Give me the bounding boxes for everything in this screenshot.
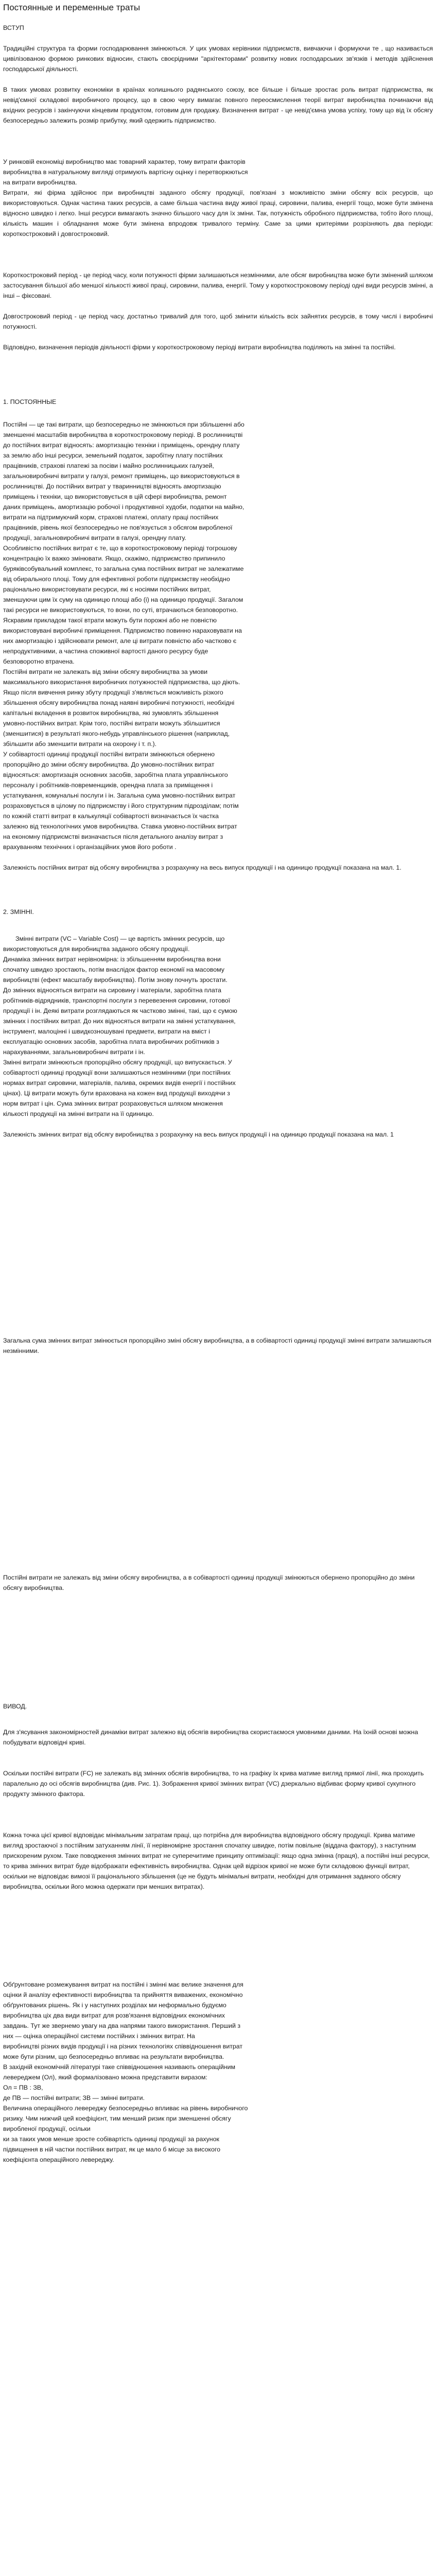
text-line: розраховується в цілому по підприємству і його структурним підрозділам; потім [3,802,239,809]
text-line: продукції, загальновиробничі витрати в галузі, орендну плату. [3,534,186,541]
text-line: капітальні вкладення в розвиток виробництва, які зумовлять збільшення [3,709,219,717]
section-2-fixed-note: Постійні витрати не залежать від зміни обсягу виробництва, а в собівартості одиниці продукції змінюються обернено пропорційно до зміни обсягу виробництва. [3,1574,415,1591]
text-line: залежно від технологічних умов виробництва. Ставка умовно-постійних витрат [3,823,237,830]
text-line: У ринковій економіці виробництво має товарний характер, тому витрати факторів [3,158,246,165]
intro-section [3,23,433,33]
text-line: використовувані виробничі приміщення. Підприємство повинно нараховувати на [3,627,242,634]
intro-paragraph-4: Витрати, які фірма здійснює при виробництві заданого обсягу продукції, пов'язані з можливістю зміни обсягу всіх ресурсів, що використовуються. Однак частина таких ресурсів, а саме більша частина виду живої праці, сировини, палива, енергії тощо, може бути змінена відносно швидко і легко. Інші ресурси вимагають значно більшого часу для їх зміни. Так, потужність обробного підприємства, тобто його площі, кількість машин і обладнання може бути змінена впродовж тривалого терміну. Саме за цими критеріями розрізняють два періоди: короткостроковий і довгостроковий. [3,189,433,238]
text-line: може бути різним, що безпосередньо впливає на результати виробництва. [3,2053,224,2060]
text-line: збільшення обсягу виробництва понад наявні виробничі потужності, необхідні [3,699,235,706]
text-line: на витрати виробництва. [3,179,77,186]
section-2-heading: 2. ЗМІННІ. [3,908,34,916]
text-line: максимального використання виробничих потужностей підприємства, що діють. [3,679,240,686]
text-line: підвищення в ній частки постійних витрат, як це мало б місце за високого [3,2146,220,2153]
section-2-body [3,934,433,1119]
text-line: інструмент, малоцінні і швидкозношувані предмети, витрати на вміст і [3,1028,210,1035]
conclusion-paragraph-2: Оскільки постійні витрати (FC) не залежать від змінних обсягів виробництва, то на графіку їх крива матиме вигляд прямої лінії, яка проходить паралельно до осі обсягів виробництва (див. Рис. 1). Зображення кривої змінних витрат (VC) дзеркально відбиває форму кривої сукупного продукту змінного фактора. [3,1770,424,1798]
text-line: Особливістю постійних витрат є те, що в короткостроковому періоді тогрошову [3,545,237,552]
intro-paragraph-7: Відповідно, визначення періодів діяльності фірми у короткостроковому періоді витрати виробництва поділяють на змінні та постійні. [3,344,396,351]
conclusion-paragraph-4 [3,1979,433,2165]
text-line: робітників-відрядників, транспортні послуги з перевезення сировини, готової [3,997,231,1004]
text-line: Постійні — це такі витрати, що безпосередньо не змінюються при збільшенні або [3,421,245,428]
section-1-summary: Залежність постійних витрат від обсягу виробництва з розрахунку на весь випуск продукції і на одиницю продукції показана на мал. 1. [3,864,402,871]
text-line: експлуатацію основних засобів, заробітна плата виробничих робітників з [3,1038,219,1045]
text-line: приміщень і техніки, що використовується в цій сфері виробництва, ремонт [3,493,227,500]
text-line: коефіцієнта операційного левереджу. [3,2156,114,2163]
text-line: загальновиробничі витрати у галузі, ремонт приміщень, що використовуються в [3,472,240,480]
text-line: витрати на підтримуючий корм, страхові платежі, оплату праці постійних [3,514,219,521]
text-line: де ПВ — постійні витрати; ЗВ — змінні витрати. [3,2094,145,2102]
section-1-heading: 1. ПОСТОЯННЫЕ [3,398,57,405]
text-line: нормах витрат сировини, матеріалів, палива, окремих видів енергії і постійних [3,1079,236,1087]
text-line: зменшуючи цим їх суму на одиницю площі або (і) на одиницю продукції. Загалом [3,596,243,603]
intro-paragraph-2: В таких умовах розвитку економіки в країнах колишнього радянського союзу, все більше і більше зростає роль витрат підприємства, як невід'ємної складової виробничого процесу, що в свою чергу вимагає повного переосмислення теорії витрат виробництва починаючи від вхідних ресурсів і закінчуючи кінцевим продуктом, готовим для продажу. Визначення витрат - це невід'ємна умова успіху, тому що від їх обсягу безпосередньо залежить розмір прибутку, який одержить підприємство. [3,86,433,124]
text-line: Ол = ПВ : ЗВ, [3,2084,43,2091]
text-line: працівників, рівень якої безпосередньо не пов'язується з обсягом виробленої [3,524,233,531]
text-line: безповоротно втрачена. [3,658,75,665]
text-line: них — оцінка операційної системи постійних і змінних витрат. На [3,2032,195,2040]
text-line: Обґрунтоване розмежування витрат на постійні і змінні має велике значення для [3,1981,243,1988]
text-line: Якщо після вивчення ринку збуту продукції з'являється можливість різкого [3,689,223,696]
text-line: персоналу і робітників-повременщиків, орендна плата за приміщення і [3,782,213,789]
text-line: До змінних відносяться витрати на сировину і матеріали, заробітна плата [3,987,221,994]
text-line: нарахуваннями, загальновиробничі витрати і ін. [3,1048,145,1056]
conclusion-heading: ВИВОД. [3,1703,27,1710]
text-line: від обирального плоці. Тому для ефективної роботи підприємству необхідно [3,575,230,583]
text-line: виробленої продукції, осільки [3,2125,91,2132]
intro-paragraph-3 [3,157,433,188]
text-line: даних приміщень, амортизацію робочої і продуктивної худоби, податки на майно, [3,503,245,511]
text-line: устаткування, комунальні послуги і ін. Загальна сума умовно-постійних витрат [3,792,236,799]
text-line: норм витрат і цін. Сума змінних витрат розраховується шляхом множення [3,1100,223,1107]
text-line: використовуються для виробництва заданого обсягу продукції. [3,945,190,953]
text-line: виробництва в натуральному вигляді отримують вартісну оцінку і перетворюються [3,168,248,176]
text-line: змінних і постійних витрат. До них відносяться витрати на змінні устаткування, [3,1018,236,1025]
text-line: за землю або інші ресурси, земельний податок, заробітну плату постійних [3,452,223,459]
text-line: ки за таких умов менше зросте собівартість одиниці продукції за рахунок [3,2136,219,2143]
text-line: продукції і ін. Деякі витрати розглядаються як частково змінні, такі, що є сумою [3,1007,237,1014]
conclusion-paragraph-3: Кожна точка цієї кривої відповідає мінімальним затратам праці, що потрібна для виробництва відповідного обсягу продукції. Крива матиме вигляд зростаючої з постійним затуханням лінії, її нерівномірне зростання спочатку швидке, потім повільне (віддача фактору), з наступним прискореним рухом. Таке поводження змінних витрат не суперечитиме принципу оптимізації: якщо одна змінна (праця), а постійні інші ресурси, то крива змінних витрат буде відображати ефективність виробництва. Однак цей відрізок кривої не може бути складовою функції витрат, оскільки не відповідає вимозі її раціонального збільшення (це не будуть мінімальні витрати, необхідні для отримання заданого обсягу виробництва, оскільки його можна одержати при менших витратах). [3,1832,430,1890]
text-line: виробництві різних видів продукції і на різних технологіях співвідношення витрат [3,2043,243,2050]
intro-heading: ВСТУП [3,24,24,31]
text-line: кількості продукції на змінні витрати на її одиницю. [3,1110,154,1117]
intro-paragraph-6: Довгостроковий період - це період часу, достатньо тривалий для того, щоб змінити кількість всіх зайнятих ресурсів, в тому числі і виробничі потужності. [3,313,433,330]
text-line: них амортизацію і здійснювати ремонт, але ці витрати повністю або частково є [3,637,237,645]
text-line: цінах). Ці витрати можуть бути врахована на кожен вид продукції виходячи з [3,1090,230,1097]
text-line: Постійні витрати не залежать від зміни обсягу виробництва за умови [3,668,208,675]
page-title: Постоянные и переменные траты [3,3,141,12]
section-2-variable-total: Загальна сума змінних витрат змінюється пропорційно зміні обсягу виробництва, а в собівартості одиниці продукції змінні витрати залишаються незмінними. [3,1337,432,1354]
text-line: до постійних витрат відносять: амортизацію техніки і приміщень, орендну плату [3,442,240,449]
text-line: умовно-постійних витрат. Крім того, постійні витрати можуть збільшитися [3,720,220,727]
intro-paragraph-1: Традиційні структура та форми господарювання змінюються. У цих умовах керівники підприємств, вивчаючи і формуючи те , що називається цивілізованою формою ринкових відносин, стають своєрідними "архітекторами" розвитку нових господарських зв'язків і методів здійснення господарської діяльності. [3,45,433,73]
text-line: Яскравим прикладом такої втрати можуть бути порожні або не повністю [3,617,217,624]
text-line: по кожній статті витрат в калькуляції собівартості визначається їх частка [3,812,219,820]
text-line: Змінні витрати змінюються пропорційно обсягу продукції, що випускається. У [3,1059,232,1066]
section-2-summary: Залежність змінних витрат від обсягу виробництва з розрахунку на весь випуск продукції і на одиницю продукції показана на мал. 1 [3,1131,394,1138]
text-line: собівартості одиниці продукції вони залишаються незмінними (при постійних [3,1069,231,1076]
text-line: виробництві (ефект масштабу виробництва). Потім знову почнуть зростати. [3,976,228,984]
text-line: завдань. Тут же звернемо увагу на два напрями такого використання. Перший з [3,2022,240,2029]
text-line: (зменшитися) в результаті якого-небудь управлінського рішення (наприклад, [3,730,230,737]
text-line: У собівартості одиниці продукції постійні витрати змінюються обернено [3,751,215,758]
text-line: оцінки й аналізу ефективності виробництва та прийняття виважених, економічно [3,1991,243,1998]
text-line: раціонально використовувати ресурси, які є носіями постійних витрат, [3,586,211,593]
text-line: рослинництві. До постійних витрат у тваринництві відносять амортизацію [3,483,221,490]
text-line: працівників, страхові платежі за посіви і майно рослинницьких галузей, [3,462,214,469]
text-line: зменшенні масштабів виробництва в короткостроковому періоді. В рослинництві [3,431,243,438]
text-line: збільшити або зменшити витрати на охорону і т. п.). [3,740,157,748]
intro-paragraph-5: Короткостроковий період - це період часу, коли потужності фірми залишаються незмінними, але обсяг виробництва може бути змінений шляхом застосування більшої або меншої кількості живої праці, сировини, палива, енергії. Тому у короткостроковому періоді одні види ресурсів змінні, а інші – фіксовані. [3,272,433,299]
text-line: виробництва ціх два види витрат для розв'язання відповідних економічних [3,2012,225,2019]
text-line: концентрацію їх важко змінювати. Якщо, скажімо, підприємство припинило [3,555,225,562]
text-line: на економну підприємстві визначається після детального аналізу витрат з [3,833,223,840]
text-line: Динаміка змінних витрат нерівномірна: із збільшенням виробництва вони [3,956,221,963]
text-line: левереджем (Ол), який формалізовано можна представити виразом: [3,2074,207,2081]
text-line: відносяться: амортизація основних засобів, заробітна плата управлінського [3,771,228,778]
text-line: Величина операційного левереджу безпосередньо впливає на рівень виробничого [3,2105,248,2112]
text-line: буряківсобувальний комплекс, то загальна сума постійних витрат не залежатиме [3,565,244,572]
text-line: такі ресурси не використовуються, то вони, по суті, втрачаються безповоротно. [3,606,238,614]
text-line: непродуктивними, а частина споживної вартості даного ресурсу буде [3,648,208,655]
text-line: обґрунтованих рішень. Як і у наступних розділах ми неформально будуємо [3,2002,226,2009]
text-line: Змінні витрати (VC – Variable Cost) — це вартість змінних ресурсів, що [15,935,225,942]
section-1-body [3,419,433,852]
text-line: врахуванням технічних і організаційних умов його роботи . [3,843,177,851]
text-line: В західній економічній літературі таке співвідношення називають операційним [3,2063,236,2071]
text-line: ризику. Чим нижчий цей коефіцієнт, тим менший ризик при зменшенні обсягу [3,2115,231,2122]
text-line: спочатку швидко зростають, потім внаслідок фактор економії на масовому [3,966,224,973]
text-line: пропорційно до зміни обсягу виробництва. До умовно-постійних витрат [3,761,215,768]
conclusion-paragraph-1: Для з'ясування закономірностей динаміки витрат залежно від обсягів виробництва скористаємося умовними даними. На їхній основі можна побудувати відповідні криві. [3,1728,418,1746]
